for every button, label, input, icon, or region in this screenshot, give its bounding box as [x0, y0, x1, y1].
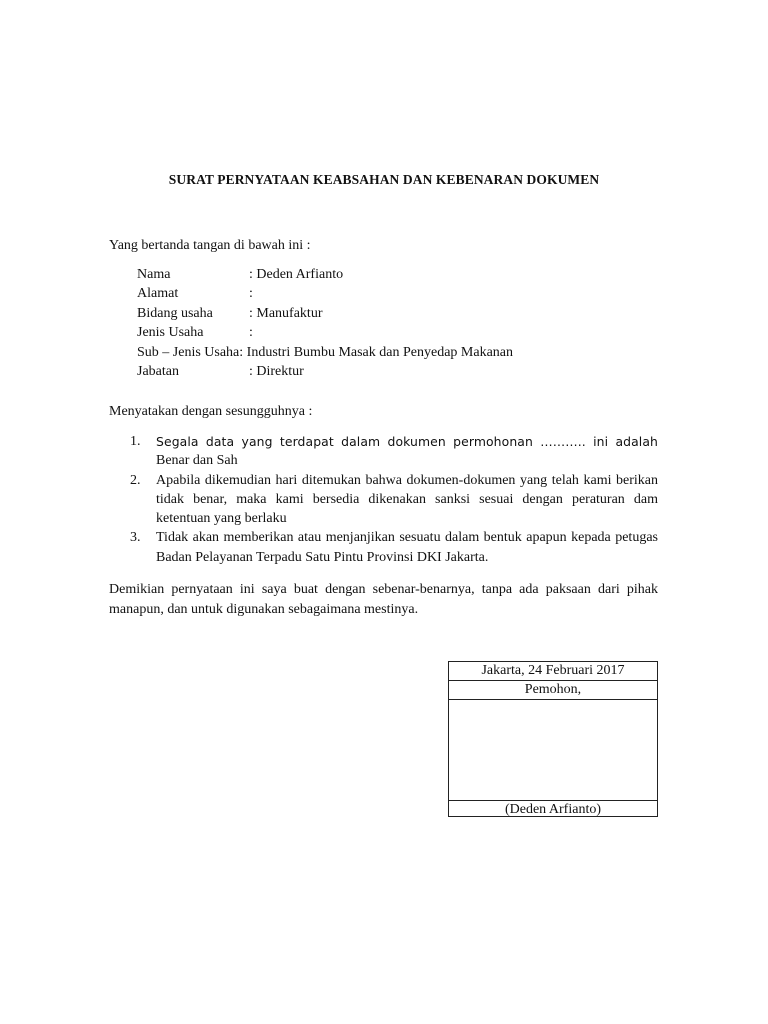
field-value: : Deden Arfianto	[249, 267, 344, 282]
signature-place-date: Jakarta, 24 Februari 2017	[449, 662, 657, 681]
field-value: : Direktur	[249, 363, 304, 379]
intro-text: Yang bertanda tangan di bawah ini :	[109, 238, 311, 253]
field-label: Nama	[137, 267, 171, 282]
closing-paragraph: Demikian pernyataan ini saya buat dengan sebenar-benarnya, tanpa ada paksaan dari pihak manapun, dan untuk digunakan sebagaimana mestinya.	[109, 582, 658, 617]
field-value: :	[249, 325, 253, 341]
document-title: SURAT PERNYATAAN KEABSAHAN DAN KEBENARAN DOKUMEN	[168, 172, 600, 187]
field-value: : Manufaktur	[249, 305, 323, 321]
signature-box	[448, 661, 658, 817]
field-label: Bidang usaha	[137, 305, 213, 321]
declaration-intro: Menyatakan dengan sesungguhnya :	[109, 404, 313, 419]
statement-text: Apabila dikemudian hari ditemukan bahwa dokumen-dokumen yang telah kami berikan tidak benar, maka kami bersedia dikenakan sanksi sesuai dengan peraturan dam ketentuan yang berlaku	[156, 472, 658, 527]
field-combined: Sub – Jenis Usaha: Industri Bumbu Masak dan Penyedap Makanan	[137, 344, 513, 360]
statement-line: Segala data yang terdapat dalam dokumen permohonan ……….. ini adalah	[156, 434, 658, 449]
statement-number: 2.	[130, 472, 141, 488]
signature-space	[449, 700, 657, 801]
statement-item	[109, 528, 658, 567]
statement-number: 3.	[130, 530, 141, 546]
statement-list	[109, 432, 658, 567]
statement-item	[109, 471, 658, 529]
field-label: Jenis Usaha	[137, 325, 204, 341]
signature-role: Pemohon,	[449, 681, 657, 700]
statement-item	[109, 432, 658, 471]
field-value: :	[249, 286, 253, 302]
field-label: Jabatan	[137, 363, 179, 379]
statement-line: Benar dan Sah	[156, 453, 238, 469]
statement-text: Tidak akan memberikan atau menjanjikan sesuatu dalam bentuk apapun kepada petugas Badan Pelayanan Terpadu Satu Pintu Provinsi DKI Jakarta.	[156, 530, 658, 565]
field-label: Alamat	[137, 286, 179, 302]
statement-number: 1.	[130, 434, 141, 449]
signature-name: (Deden Arfianto)	[504, 802, 602, 817]
